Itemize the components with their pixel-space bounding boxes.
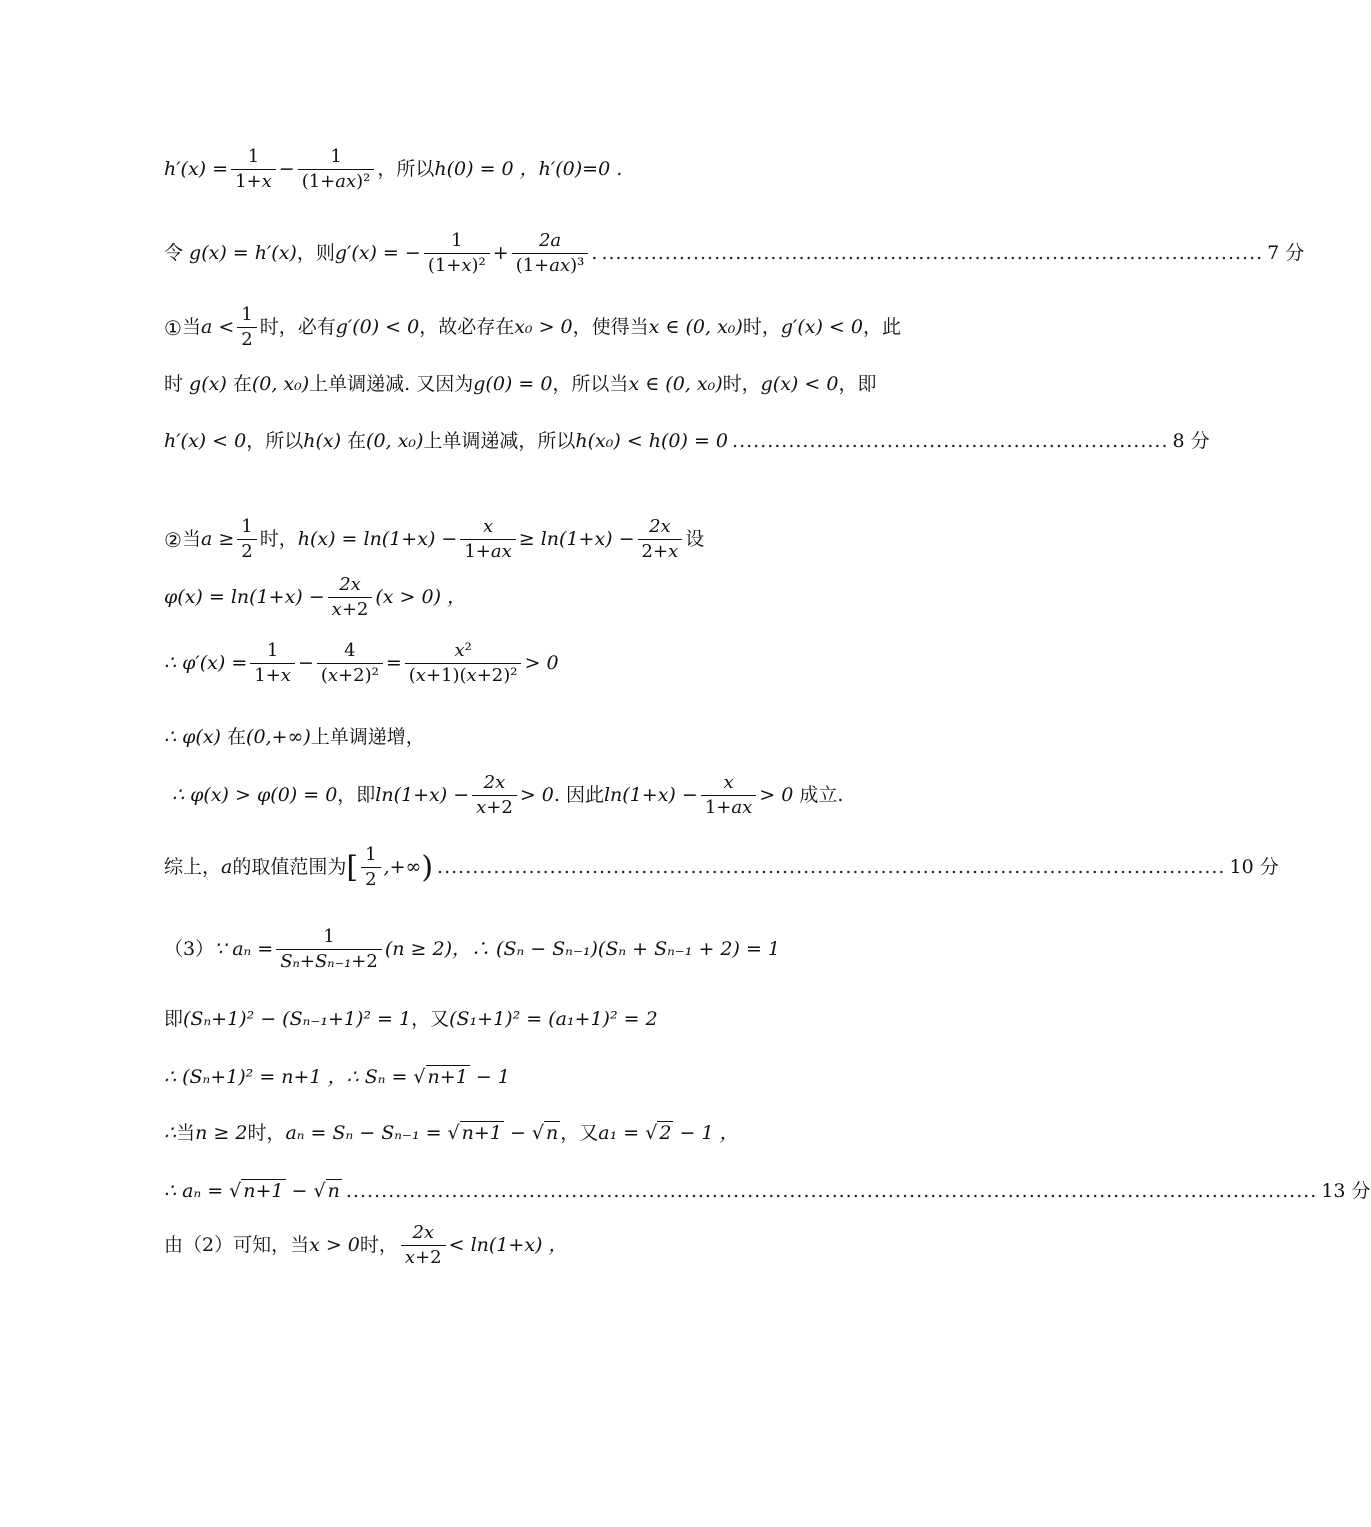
text: 当	[181, 528, 201, 550]
line-2: 令 g(x) = h′(x) ，则 g′(x) = − $\frac{1}{\text{(1+x)²}}$ + $\frac{2a}{\text{(1+ax)³}}$ . .............................................................................................. 7 分	[164, 230, 1305, 276]
text: 时，	[742, 316, 781, 338]
line-16: ∴ aₙ = √ n+1 − √ n .......................................................................................................................................... 13 分	[164, 1180, 1371, 1202]
text: 上单调递增，	[310, 726, 425, 748]
line-9: ∴ φ(x) 在 (0,+∞) 上单调递增，	[164, 726, 425, 748]
text: ，即	[838, 373, 877, 395]
text: 的取值范围为	[232, 856, 347, 878]
leader-dots: ................................................................................................................	[437, 856, 1226, 878]
leader-dots: ..............................................................................................	[601, 242, 1264, 264]
line-17: 由（2）可知，当 x > 0 时， $\frac{2x}{x+2}$ < ln(1+x) ，	[164, 1222, 568, 1268]
text: 时，	[722, 373, 761, 395]
text: 时	[164, 373, 184, 395]
leader-dots: ..........................................................................................................................................	[345, 1180, 1318, 1202]
line-7: φ(x) = ln(1+x) − $\frac{2x}{x+2}$ (x > 0) ，	[164, 574, 467, 620]
text: ，则	[296, 242, 335, 264]
text: ，故必存在	[419, 316, 515, 338]
line-3: ① 当 a < $\frac{1}{2}$ 时，必有 g′(0) < 0 ，故必存在 x₀ > 0 ，使得当 x ∈ (0, x₀) 时， g′(x) < 0 ，此	[164, 304, 901, 350]
case-marker: ①	[164, 315, 182, 340]
text: 上单调递减. 又因为	[309, 373, 474, 395]
leader-dots: ..............................................................	[732, 430, 1169, 452]
text: ，即	[337, 784, 376, 806]
line-13: 即 (Sₙ+1)² − (Sₙ₋₁+1)² = 1 ，又 (S₁+1)² = (a₁+1)² = 2	[164, 1008, 658, 1030]
line-4: 时 g(x) 在 (0, x₀) 上单调递减. 又因为 g(0) = 0 ，所以当 x ∈ (0, x₀) 时， g(x) < 0 ，即	[164, 373, 877, 395]
text: 成立.	[799, 784, 844, 806]
text: 时，必有	[259, 316, 336, 338]
line-6: ② 当 a ≥ $\frac{1}{2}$ 时， h(x) = ln(1+x) − $\frac{x}{1+ax}$ ≥ ln(1+x) − $\frac{2x}{2+x}$ 设	[164, 516, 705, 562]
text: 设	[685, 528, 705, 550]
score: 7 分	[1267, 242, 1305, 264]
score: 13 分	[1321, 1180, 1371, 1202]
text: 即	[164, 1008, 184, 1030]
text: 在	[347, 430, 367, 452]
text: ，又	[411, 1008, 450, 1030]
text: ，又	[560, 1122, 599, 1144]
text: 当	[181, 316, 201, 338]
text: 上单调递减，所以	[423, 430, 576, 452]
score: 10 分	[1229, 856, 1279, 878]
text: 综上，	[164, 856, 222, 878]
score: 8 分	[1172, 430, 1210, 452]
case-marker: ②	[164, 527, 182, 552]
line-1: h′(x) = $\frac{1}{1+x}$ − $\frac{1}{\text{(1+ax)²}}$ ，所以 h(0) = 0 ，h′(0)=0 .	[164, 146, 623, 192]
line-5: h′(x) < 0 ，所以 h(x) 在 (0, x₀) 上单调递减，所以 h(x₀) < h(0) = 0 .............................................................. 8 分	[164, 430, 1210, 452]
text: 当	[176, 1122, 196, 1144]
text: 时，	[359, 1234, 398, 1256]
text: ，所以	[246, 430, 304, 452]
part-label: （3）	[164, 938, 215, 960]
text: ，使得当	[572, 316, 649, 338]
line-14: ∴ (Sₙ+1)² = n+1 ，∴ Sₙ = √ n+1 − 1	[164, 1066, 510, 1088]
line-15: ∴ 当 n ≥ 2 时， aₙ = Sₙ − Sₙ₋₁ = √ n+1 − √ n ，又 a₁ = √ 2 − 1 ，	[164, 1122, 739, 1144]
text: ，所以当	[552, 373, 629, 395]
line-12: （3） ∵ aₙ = $\frac{1}{\text{Sₙ+Sₙ₋₁+2}}$ (n ≥ 2)，∴ (Sₙ − Sₙ₋₁)(Sₙ + Sₙ₋₁ + 2) = 1	[164, 926, 781, 972]
text: 时，	[259, 528, 298, 550]
text: . 因此	[553, 784, 604, 806]
line-10: ∴ φ(x) > φ(0) = 0 ，即 ln(1+x) − $\frac{2x}{x+2}$ > 0 . 因此 ln(1+x) − $\frac{x}{1+ax}$ > 0 成立.	[172, 772, 844, 818]
text: 时，	[247, 1122, 286, 1144]
text: 在	[227, 726, 247, 748]
line-8: ∴ φ′(x) = $\frac{1}{1+x}$ − $\frac{4}{\text{(x+2)²}}$ = $\frac{\text{x²}}{\text{(x+1)(x+2)²}}$ > 0	[164, 640, 559, 686]
line-11: 综上， a 的取值范围为 [ $\frac{1}{2}$ ,+∞ ) ................................................................................................................ 10 分	[164, 844, 1279, 890]
text: 在	[232, 373, 252, 395]
text: ，此	[862, 316, 901, 338]
text: 由（2）可知，当	[164, 1234, 310, 1256]
text: ，所以	[377, 158, 435, 180]
text: 令	[164, 242, 184, 264]
